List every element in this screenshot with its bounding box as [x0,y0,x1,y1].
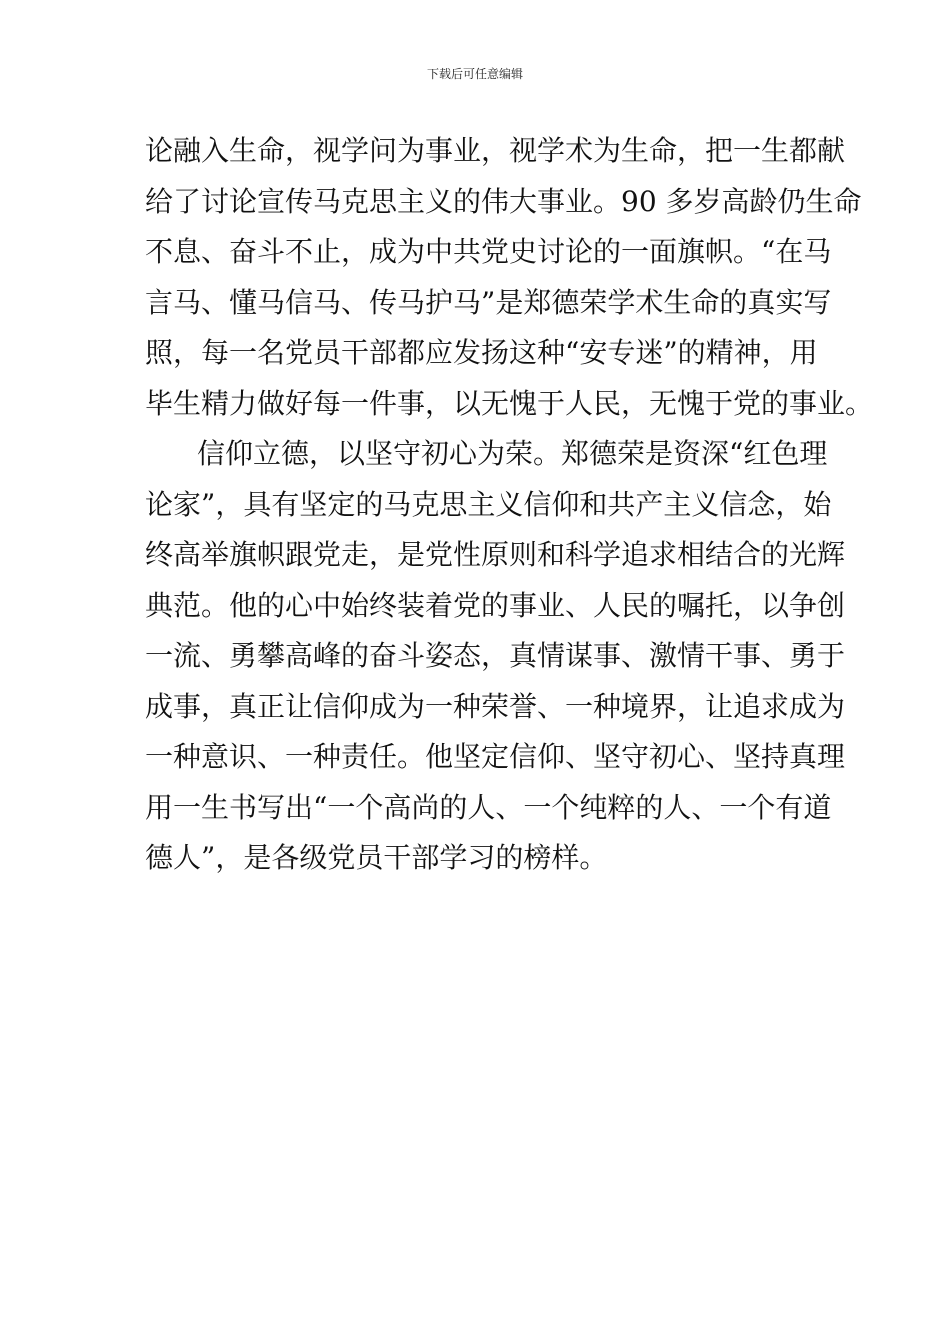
text-line: 论融入生命，视学问为事业，视学术为生命，把一生都献 [145,134,846,167]
document-body [145,126,874,884]
text-line: 给了讨论宣传马克思主义的伟大事业。90 多岁高龄仍生命 [145,184,862,218]
page-header: 下载后可任意编辑 [426,67,523,81]
text-line: 一流、勇攀高峰的奋斗姿态，真情谋事、激情干事、勇于 [145,639,846,672]
text-line: 毕生精力做好每一件事，以无愧于人民，无愧于党的事业。 [145,386,874,420]
text-line: 论家”，具有坚定的马克思主义信仰和共产主义信念，始 [145,487,832,521]
text-line: 终高举旗帜跟党走，是党性原则和科学追求相结合的光辉 [145,538,846,571]
text-line: 照，每一名党员干部都应发扬这种“安专迷”的精神，用 [145,336,818,369]
text-line: 成事，真正让信仰成为一种荣誉、一种境界，让追求成为 [145,689,846,723]
text-line: 用一生书写出“一个高尚的人、一个纯粹的人、一个有道 [145,790,832,824]
text-line: 一种意识、一种责任。他坚定信仰、坚守初心、坚持真理 [145,740,846,773]
text-line: 言马、懂马信马、传马护马”是郑德荣学术生命的真实写 [145,285,832,319]
text-line: 德人”，是各级党员干部学习的榜样。 [145,841,608,874]
text-line: 典范。他的心中始终装着党的事业、人民的嘱托，以争创 [145,588,846,622]
text-line: 不息、奋斗不止，成为中共党史讨论的一面旗帜。“在马 [145,235,832,268]
paragraph-start-line: 信仰立德，以坚守初心为荣。郑德荣是资深“红色理 [197,437,828,470]
